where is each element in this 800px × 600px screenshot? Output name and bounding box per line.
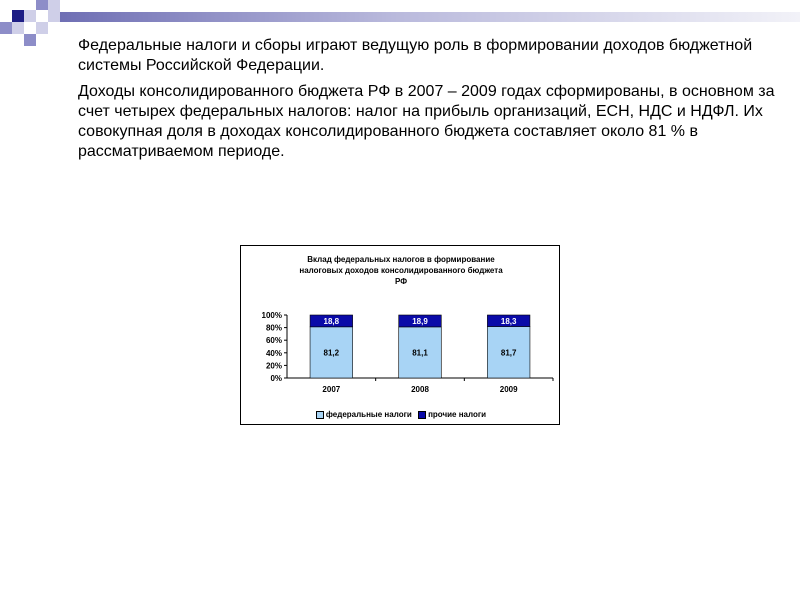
y-tick-label: 20% <box>265 361 282 371</box>
decor-square <box>24 34 36 46</box>
y-tick-label: 100% <box>261 311 282 320</box>
legend-entry-other <box>418 410 486 419</box>
legend-swatch <box>316 411 324 419</box>
chart-title-line: налоговых доходов консолидированного бюджета <box>299 266 503 275</box>
decor-square <box>36 22 48 34</box>
decor-square <box>24 10 36 22</box>
legend-entry-federal <box>316 410 414 419</box>
data-label: 18,9 <box>412 316 428 326</box>
decor-square <box>0 22 12 34</box>
paragraph: Доходы консолидированного бюджета РФ в 2007 – 2009 годах сформированы, в основном за счет четырех федеральных налогов: налог на прибыль организаций, ЕСН, НДС и НДФЛ. Их совокупная доля в доходах консолидированного бюджета составляет около 81 % в рассматриваемом периоде. <box>78 83 775 160</box>
legend-label: федеральные налоги <box>325 410 412 419</box>
header-gradient-bar <box>60 12 800 22</box>
chart-title-line: РФ <box>394 277 408 286</box>
decor-square <box>12 22 24 34</box>
paragraph: Федеральные налоги и сборы играют ведущую роль в формировании доходов бюджетной системы Российской Федерации. <box>78 37 753 74</box>
data-label: 18,3 <box>500 316 517 326</box>
x-tick-label: 2007 <box>322 385 341 394</box>
y-tick-label: 80% <box>265 323 282 333</box>
decor-square <box>36 0 48 10</box>
stacked-bar-chart <box>240 245 560 425</box>
data-label: 81,2 <box>323 348 340 358</box>
y-tick-label: 0% <box>270 374 282 383</box>
data-label: 18,8 <box>323 316 340 326</box>
x-tick-label: 2008 <box>411 385 429 394</box>
x-tick-label: 2009 <box>499 385 518 394</box>
chart-title-line: Вклад федеральных налогов в формирование <box>307 255 495 264</box>
decor-square <box>48 0 60 10</box>
y-tick-label: 40% <box>265 348 282 358</box>
y-tick-label: 60% <box>265 336 282 346</box>
chart-plot-area <box>241 246 561 426</box>
decor-square <box>48 10 60 22</box>
legend-swatch <box>418 411 426 419</box>
decor-square <box>12 10 24 22</box>
slide-text <box>78 36 778 168</box>
data-label: 81,7 <box>500 348 517 358</box>
data-label: 81,1 <box>412 348 428 358</box>
chart-legend <box>241 410 561 419</box>
legend-label: прочие налоги <box>428 410 487 419</box>
